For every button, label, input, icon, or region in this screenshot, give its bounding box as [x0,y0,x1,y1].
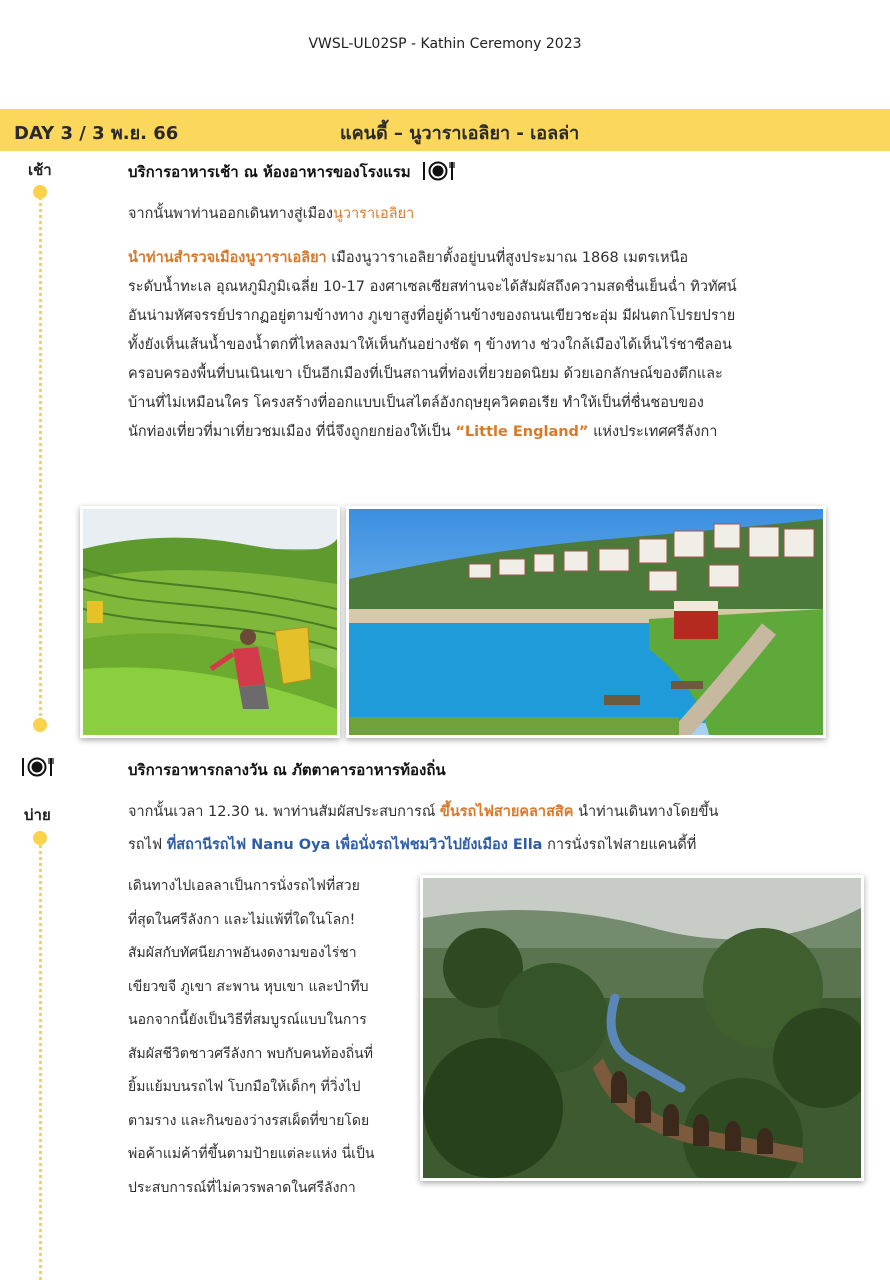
timeline-dot [33,185,47,199]
timeline-dot [33,718,47,732]
para-line [128,831,808,860]
para-text: นำท่านเดินทางโดยขึ้น [573,804,719,820]
side-line: ประสบการณ์ที่ไม่ควรพลาดในศรีลังกา [128,1179,356,1196]
timeline-morning [39,192,42,722]
para-line: ระดับน้ำทะเล อุณหภูมิภูมิเฉลี่ย 10-17 องศาเซลเซียสท่านจะได้สัมผัสถึงความสดชื่นเย็นฉ่ำ ทิวทัศน์ [128,279,737,295]
para-highlight: นำท่านสำรวจเมืองนูวาราเอลิยา [128,250,327,266]
para-text: จากนั้นเวลา 12.30 น. พาท่านสัมผัสประสบการณ์ [128,804,440,820]
little-england-highlight: “Little England” [455,424,589,440]
side-line: พ่อค้าแม่ค้าที่ขึ้นตามป้ายแต่ละแห่ง นี่เป็น [128,1146,375,1162]
timeline-dot [33,831,47,845]
para-line [128,244,808,273]
timeline-afternoon [39,840,42,1280]
side-line: สัมผัสชีวิตชาวศรีลังกา พบกับคนท้องถิ่นที่ [128,1045,373,1062]
para-line [128,798,808,827]
side-line: ที่สุดในศรีลังกา และไม่แพ้ที่ใดในโลก! [128,911,356,928]
para-line [128,418,808,447]
morning-label: เช้า [28,161,52,179]
nanu-oya-highlight: ที่สถานีรถไฟ Nanu Oya เพื่อนั่งรถไฟชมวิวไปยังเมือง Ella [166,837,543,853]
para-text: การนั่งรถไฟสายแคนดี้ที่ [542,837,697,853]
document-header: VWSL-UL02SP - Kathin Ceremony 2023 [308,36,582,52]
depart-city: นูวาราเอลิยา [332,206,415,222]
para-line: ทั้งยังเห็นเส้นน้ำของน้ำตกที่ไหลลงมาให้เห็นกันอย่างชัด ๆ ข้างทาง ช่วงใกล้เมืองได้เห็นไร่ชาซีลอน [128,337,732,353]
afternoon-label: บ่าย [24,806,51,824]
day-banner [0,109,890,151]
dining-icon [422,161,458,181]
para-line: ครอบครองพื้นที่บนเนินเขา เป็นอีกเมืองที่เป็นสถานที่ท่องเที่ยวยอดนิยม ด้วยเอกลักษณ์ของตึกและ [128,366,723,382]
train-intro [128,798,808,860]
side-line: เดินทางไปเอลลาเป็นการนั่งรถไฟที่สวย [128,878,360,894]
side-line: สัมผัสกับทัศนียภาพอันงดงามของไร่ชา [128,945,357,961]
classic-train-highlight: ขึ้นรถไฟสายคลาสสิค [439,804,574,820]
lunch-text: บริการอาหารกลางวัน ณ ภัตตาคารอาหารท้องถิ่น [128,761,446,779]
tea-plantation-photo [80,506,340,738]
dining-icon [21,757,57,777]
depart-line [128,200,414,229]
breakfast-label: บริการอาหารเช้า ณ ห้องอาหารของโรงแรม [128,163,411,181]
nuwara-paragraph [128,244,808,447]
depart-prefix: จากนั้นพาท่านออกเดินทางสู่เมือง [128,206,333,222]
side-line: ตามราง และกินของว่างรสเผ็ดที่ขายโดย [128,1112,370,1129]
para-text: นักท่องเที่ยวที่มาเที่ยวชมเมือง ที่นี่จึงถูกยกย่องให้เป็น [128,424,456,440]
train-side-text [128,870,398,1205]
side-line: นอกจากนี้ยังเป็นวิธีที่สมบูรณ์แบบในการ [128,1012,367,1028]
nine-arch-bridge-photo [420,875,864,1181]
side-line: ยิ้มแย้มบนรถไฟ โบกมือให้เด็กๆ ที่วิ่งไป [128,1079,361,1095]
breakfast-text [128,160,458,184]
para-text: รถไฟ [128,837,167,853]
day-route: แคนดี้ – นูวาราเอลิยา - เอลล่า [340,123,580,144]
side-line: เขียวขจี ภูเขา สะพาน หุบเขา และป่าทึบ [128,978,369,995]
para-line: อันน่ามหัศจรรย์ปรากฏอยู่ตามข้างทาง ภูเขาสูงที่อยู่ด้านข้างของถนนเขียวชะอุ่ม มีฝนตกโปรยปราย [128,308,736,324]
day-label: DAY 3 / 3 พ.ย. 66 [14,123,179,144]
para-text: แห่งประเทศศรีลังกา [588,424,718,440]
para-text: เมืองนูวาราเอลิยาตั้งอยู่บนที่สูงประมาณ 1868 เมตรเหนือ [326,250,689,266]
nuwara-lake-photo [346,506,826,738]
para-line: บ้านที่ไม่เหมือนใคร โครงสร้างที่ออกแบบเป็นสไตล์อังกฤษยุควิคตอเรีย ทำให้เป็นที่ชื่นชอบของ [128,395,704,411]
